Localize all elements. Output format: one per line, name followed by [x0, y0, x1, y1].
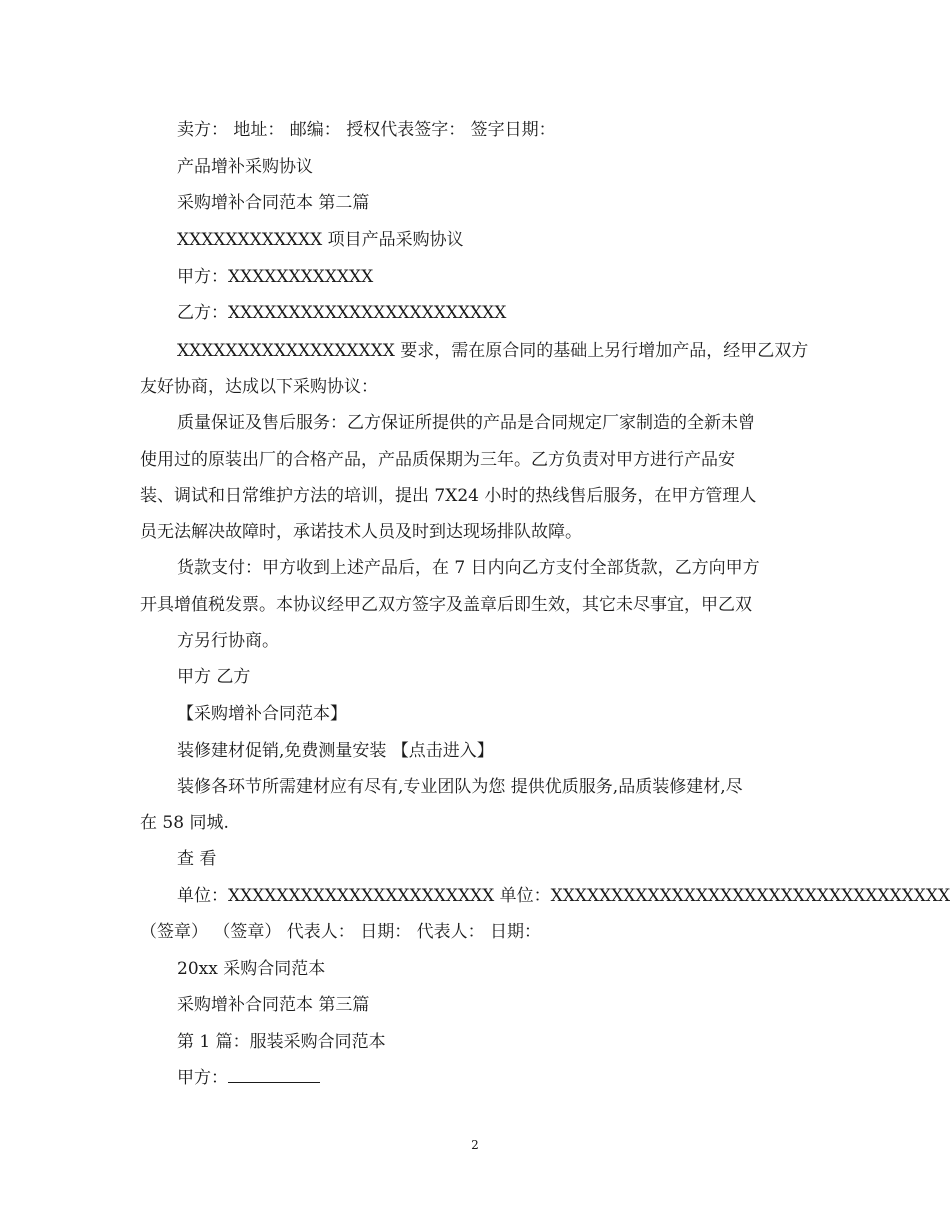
paragraph-line: 使用过的原装出厂的合格产品，产品质保期为三年。乙方负责对甲方进行产品安 — [140, 450, 735, 470]
party-a-line: 甲方：XXXXXXXXXXXX — [177, 267, 374, 287]
stamp-representative-line: （签章） （签章） 代表人： 日期： 代表人： 日期： — [140, 922, 542, 942]
seller-signature-line: 卖方： 地址： 邮编： 授权代表签字： 签字日期： — [177, 120, 556, 140]
paragraph-line: 质量保证及售后服务：乙方保证所提供的产品是合同规定厂家制造的全新未曾 — [177, 413, 755, 433]
section-title-part-three: 采购增补合同范本 第三篇 — [177, 995, 370, 1015]
party-b-line: 乙方：XXXXXXXXXXXXXXXXXXXXXXX — [177, 303, 507, 323]
ad-title-link[interactable]: 装修建材促销,免费测量安装 【点击进入】 — [177, 741, 494, 761]
agreement-title: XXXXXXXXXXXX 项目产品采购协议 — [177, 230, 464, 250]
paragraph-line: 货款支付：甲方收到上述产品后，在 7 日内向乙方支付全部货款，乙方向甲方 — [177, 558, 760, 578]
section-title-part-two: 采购增补合同范本 第二篇 — [177, 193, 370, 213]
ad-description-line: 装修各环节所需建材应有尽有,专业团队为您 提供优质服务,品质装修建材,尽 — [177, 777, 743, 797]
bracket-title: 【采购增补合同范本】 — [177, 704, 347, 724]
party-a-blank-line — [177, 1067, 857, 1089]
paragraph-line: 方另行协商。 — [177, 631, 279, 651]
party-a-label: 甲方： — [177, 1068, 228, 1088]
signature-parties-line: 甲方 乙方 — [177, 667, 251, 687]
paragraph-line: 装、调试和日常维护方法的培训，提出 7X24 小时的热线售后服务，在甲方管理人 — [140, 486, 757, 506]
template-title: 20xx 采购合同范本 — [177, 959, 326, 979]
heading-supplement-agreement: 产品增补采购协议 — [177, 157, 313, 177]
paragraph-line: 员无法解决故障时，承诺技术人员及时到达现场排队故障。 — [140, 522, 582, 542]
paragraph-line: XXXXXXXXXXXXXXXXXX 要求，需在原合同的基础上另行增加产品，经甲乙双方 — [177, 341, 809, 361]
paragraph-line: 开具增值税发票。本协议经甲乙双方签字及盖章后即生效，其它未尽事宜，甲乙双 — [140, 595, 752, 615]
paragraph-line: 友好协商，达成以下采购协议： — [140, 377, 378, 397]
ad-description-line: 在 58 同城. — [140, 813, 229, 833]
unit-line: 单位：XXXXXXXXXXXXXXXXXXXXXX 单位：XXXXXXXXXXXXXXXXXXXXXXXXXXXXXXXXX — [177, 886, 950, 906]
sub-section-title: 第 1 篇：服装采购合同范本 — [177, 1032, 386, 1052]
view-link[interactable]: 查 看 — [177, 849, 217, 869]
fill-in-blank — [228, 1067, 320, 1083]
page-number: 2 — [471, 1138, 479, 1152]
